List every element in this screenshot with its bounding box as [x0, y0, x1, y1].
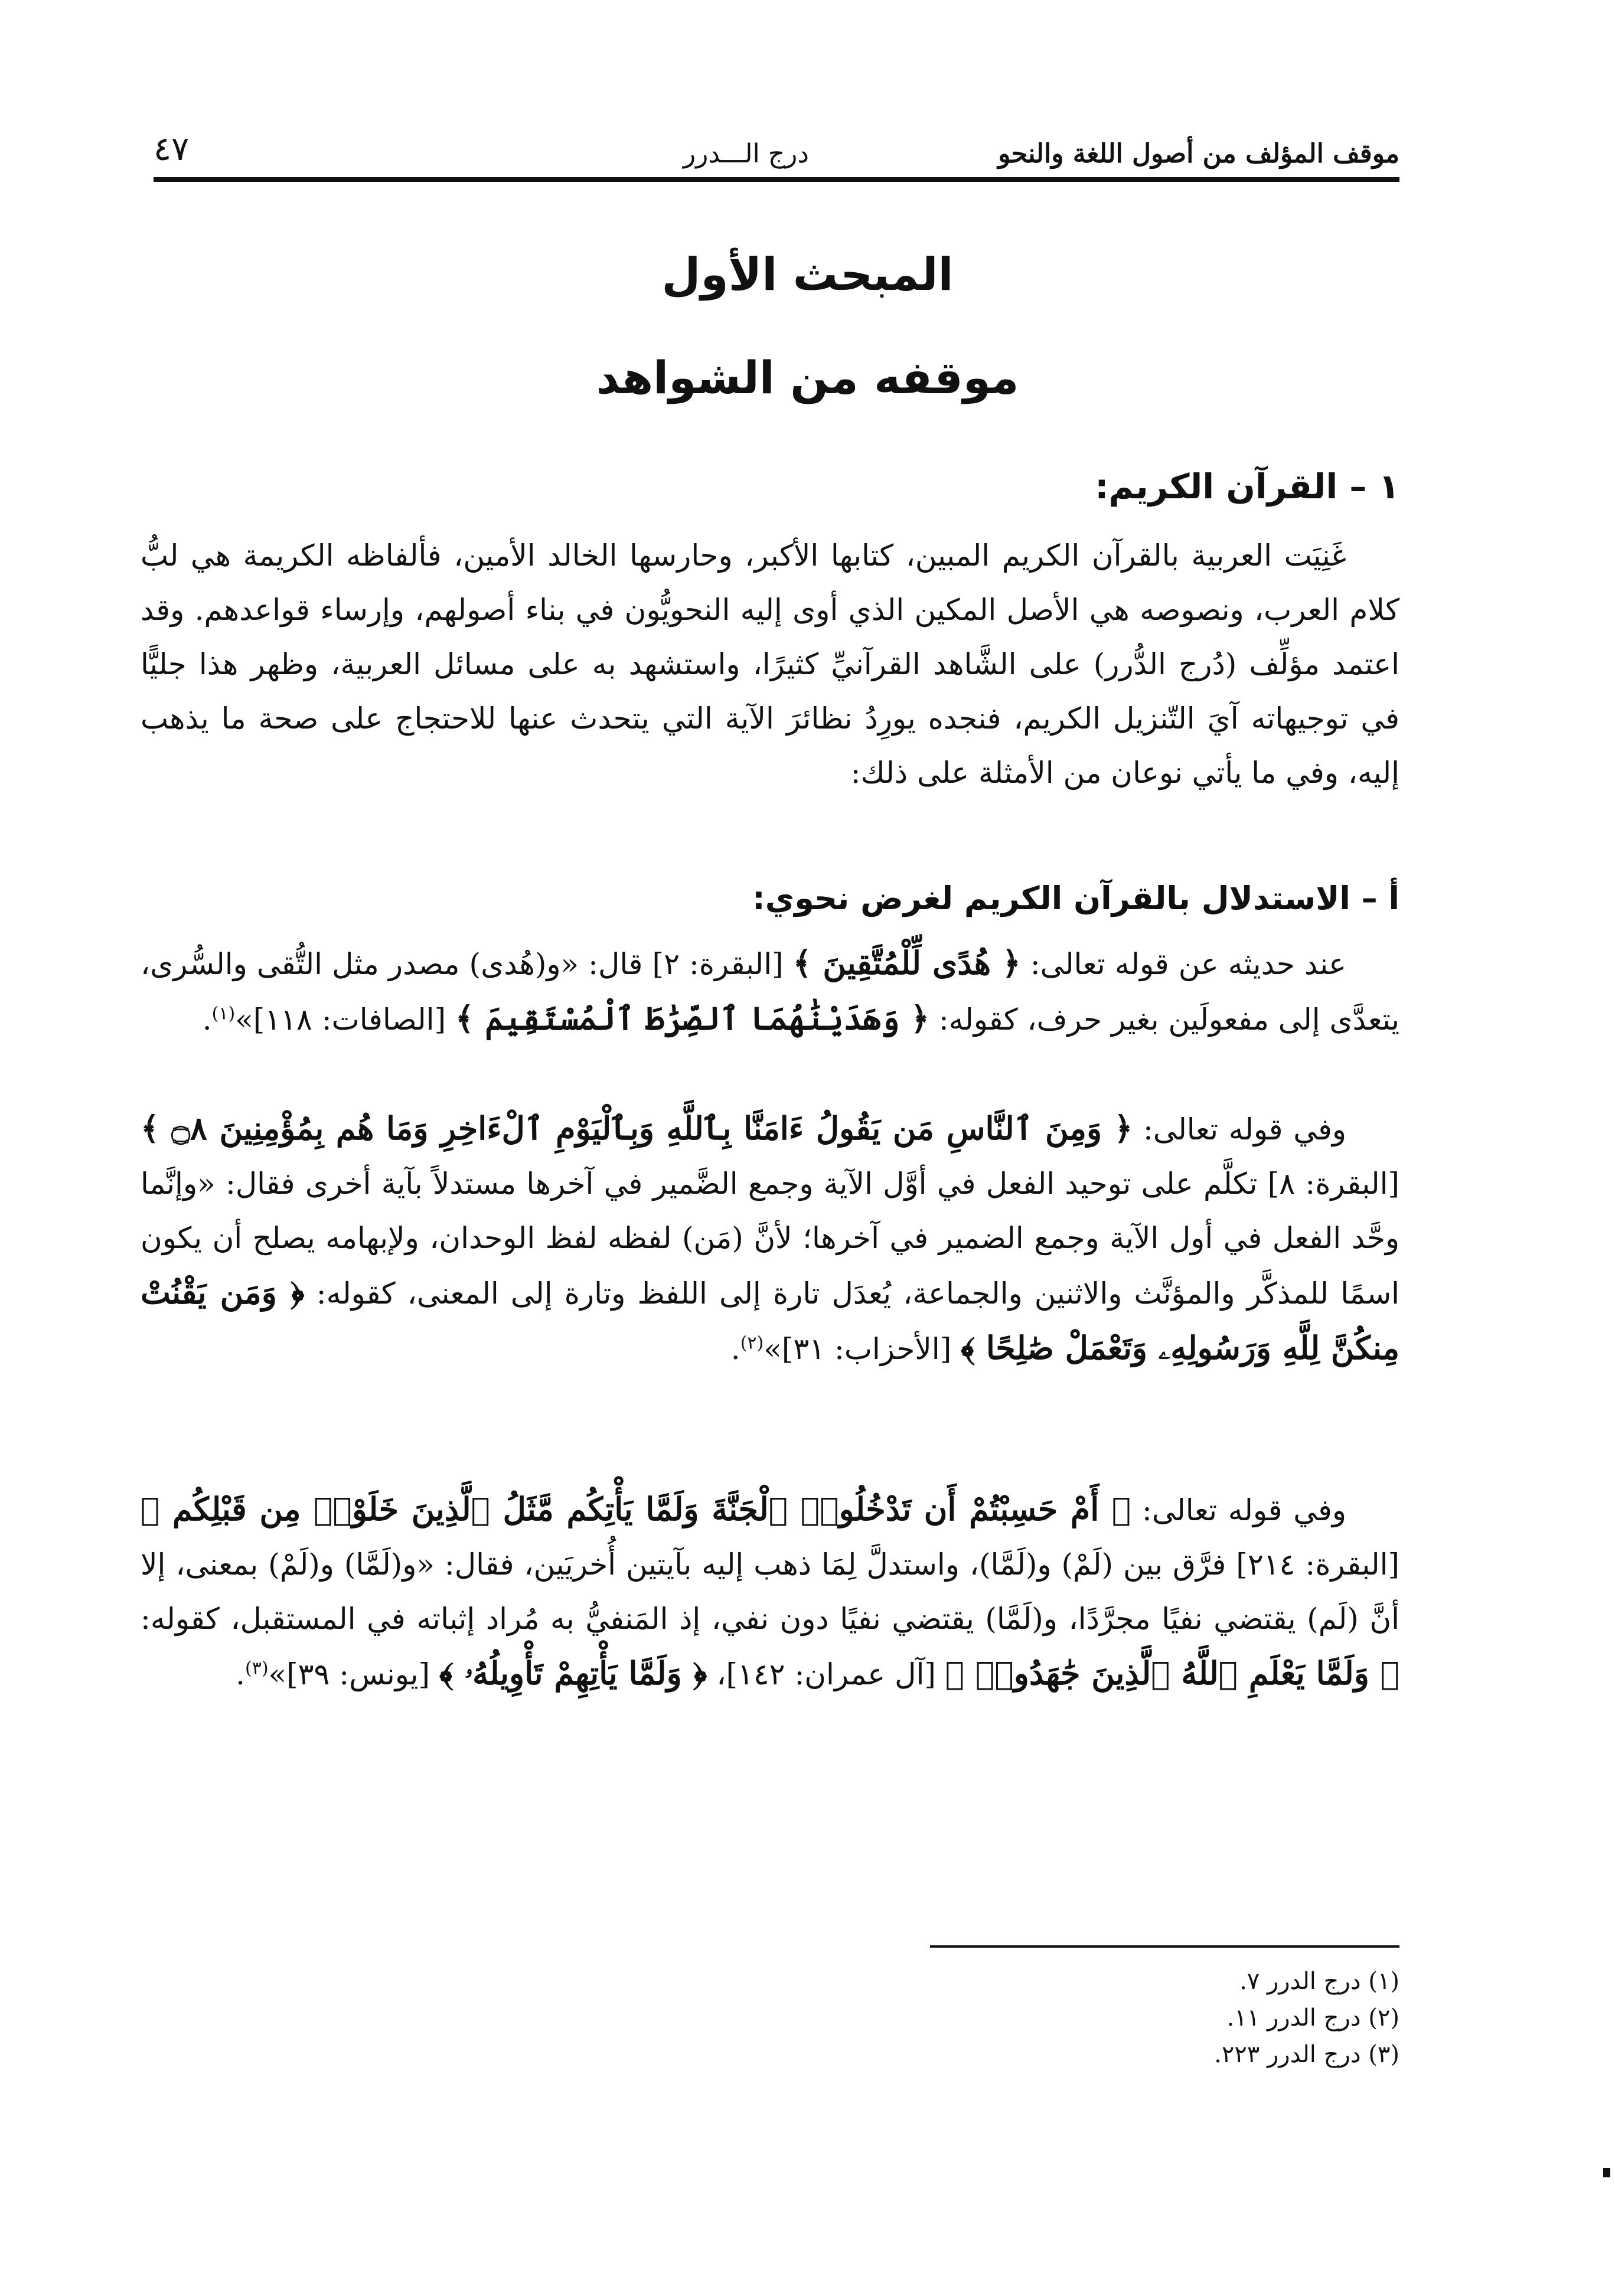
footnote-item: (٢) درج الدرر ١١. — [1226, 2004, 1399, 2032]
footnote-divider — [930, 1945, 1399, 1948]
quran-verse: ﴿ وَمِنَ ٱلنَّاسِ مَن يَقُولُ ءَامَنَّا بِٱللَّهِ وَبِٱلْيَوْمِ ٱلْءَاخِرِ وَمَا هُم بِمُؤْمِنِينَ ۝٨ ﴾ — [141, 1109, 1133, 1147]
example-paragraph-2 — [141, 1101, 1399, 1376]
section-heading-quran: ١ – القرآن الكريم: — [1095, 466, 1399, 507]
text-run: عند حديثه عن قوله تعالى: — [1020, 947, 1346, 981]
text-run: وفي قوله تعالى: — [1133, 1112, 1346, 1147]
text-run: [البقرة: ٨] تكلَّم على توحيد الفعل في أوَّل الآية وجمع الضَّمير في آخرها مستدلاً بآية أخرى فقال: «وإنَّما وحَّد الفعل في أول الآية وجمع الضمير في آخرها؛ لأنَّ (مَن) لفظه لفظ الوحدان، ولإبهامه يصلح أن يكون اسمًا للمذكَّر والمؤنَّث والاثنين والجماعة، يُعدَل تارة إلى اللفظ وتارة إلى المعنى، كقوله: — [141, 1167, 1399, 1311]
footnotes — [1214, 1963, 1399, 2073]
page-number: ٤٧ — [154, 130, 190, 168]
footnote-item: (٣) درج الدرر ٢٢٣. — [1214, 2041, 1399, 2068]
subsection-heading: أ – الاستدلال بالقرآن الكريم لغرض نحوي: — [752, 880, 1399, 917]
example-paragraph-1 — [141, 936, 1399, 1047]
quran-verse: ﴿ وَلَمَّا يَعْلَمِ ٱللَّهُ ٱلَّذِينَ جَٰهَدُوا۟ ﴾ — [945, 1654, 1399, 1692]
text-run: [الصافات: ١١٨]» — [235, 1002, 455, 1037]
quran-verse: ﴿ هُدًى لِّلْمُتَّقِينَ ﴾ — [792, 944, 1021, 982]
running-header — [154, 121, 1399, 182]
footnote-ref: (٢) — [740, 1332, 764, 1354]
quran-verse: ﴿ وَمَن يَقْنُتْ مِنكُنَّ لِلَّهِ وَرَسُولِهِۦ وَتَعْمَلْ صَٰلِحًا ﴾ — [141, 1273, 1399, 1367]
footnote-ref: (١) — [211, 1003, 236, 1024]
text-run: . — [202, 1002, 212, 1037]
footnote-ref: (٣) — [244, 1658, 269, 1679]
chapter-subtitle: موقفه من الشواهد — [596, 351, 1019, 404]
text-run: [يونس: ٣٩]» — [268, 1657, 439, 1691]
quran-verse: ﴿ وَلَمَّا يَأْتِهِمْ تَأْوِيلُهُۥ ﴾ — [439, 1654, 707, 1692]
intro-paragraph — [141, 528, 1399, 800]
paragraph-text: غَنِيَت العربية بالقرآن الكريم المبين، كتابها الأكبر، وحارسها الخالد الأمين، فألفاظه الكريمة هي لبُّ كلام العرب، ونصوصه هي الأصل المكين الذي أوى إليه النحويُّون في بناء أصولهم، وإرساء قواعدهم. وقد اعتمد مؤلِّف (دُرج الدُّرر) على الشَّاهد القرآنيِّ كثيرًا، واستشهد به على مسائل العربية، وظهر هذا جليًّا في توجيهاته آيَ التّنزيل الكريم، فنجده يورِدُ نظائرَ الآية التي يتحدث عنها للاحتجاج على صحة ما يذهب إليه، وفي ما يأتي نوعان من الأمثلة على ذلك: — [141, 538, 1400, 790]
example-paragraph-3 — [141, 1482, 1399, 1701]
header-book-title: درج الـــدرر — [683, 139, 809, 169]
text-run: [البقرة: ٢] قال: «و(هُدى) مصدر مثل التُّقى والسُّرى، يتعدَّى إلى مفعولَين بغير حرف، كقوله: — [141, 947, 1399, 1037]
chapter-title: المبحث الأول — [661, 248, 954, 301]
scan-mark — [1603, 2168, 1610, 2177]
text-run: . — [730, 1332, 740, 1366]
quran-verse: ﴿ أَمْ حَسِبْتُمْ أَن تَدْخُلُوا۟ ٱلْجَنَّةَ وَلَمَّا يَأْتِكُم مَّثَلُ ٱلَّذِينَ خَلَوْا۟ مِن قَبْلِكُم ﴾ — [141, 1490, 1131, 1528]
text-run: وفي قوله تعالى: — [1131, 1493, 1347, 1527]
footnote-item: (١) درج الدرر ٧. — [1239, 1968, 1399, 1995]
header-part-title: موقف المؤلف من أصول اللغة والنحو — [998, 139, 1399, 169]
quran-verse: ﴿ وَهَدَيْنَٰهُمَا ٱلصِّرَٰطَ ٱلْمُسْتَقِيمَ ﴾ — [455, 1000, 929, 1037]
text-run: [آل عمران: ١٤٢]، — [707, 1657, 945, 1691]
text-run: [البقرة: ٢١٤] فرَّق بين (لَمْ) و(لَمَّا)، واستدلَّ لِمَا ذهب إليه بآيتين أُخريَين، فقال: «و(لَمَّا) و(لَمْ) بمعنى، إلا أنَّ (لَم) يقتضي نفيًا مجرَّدًا، و(لَمَّا) يقتضي نفيًا دون نفي، إذ المَنفيُّ به مُراد إثباته في المستقبل، كقوله: — [141, 1547, 1399, 1636]
text-run: . — [236, 1657, 245, 1691]
text-run: [الأحزاب: ٣١]» — [764, 1332, 961, 1366]
